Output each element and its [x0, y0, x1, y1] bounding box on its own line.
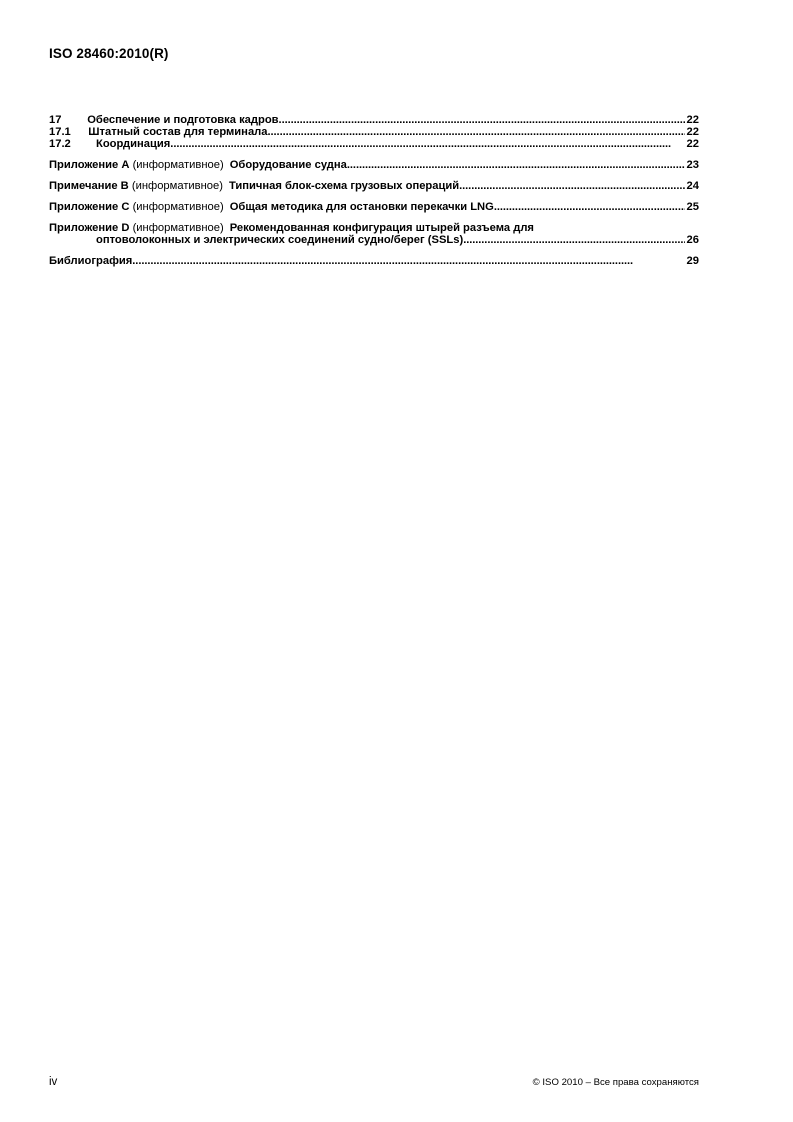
toc-entry-17-2[interactable] [49, 138, 699, 150]
toc-entry-annex-a[interactable] [49, 159, 699, 171]
toc-leader-dots [279, 114, 685, 126]
document-header: ISO 28460:2010(R) [49, 46, 169, 61]
annex-informative: (информативное) [131, 180, 223, 192]
toc-entry-page: 23 [686, 159, 699, 171]
annex-title: Общая методика для остановки перекачки LNG [229, 201, 494, 213]
annex-title-continued: оптоволоконных и электрических соединений судно/берег (SSLs) [96, 234, 464, 246]
toc-entry-17-1[interactable] [49, 126, 699, 138]
toc-entry-annex-b[interactable] [49, 180, 699, 192]
annex-informative: (информативное) [132, 222, 224, 234]
toc-entry-page: 26 [686, 234, 699, 246]
toc-entry-title: Штатный состав для терминала [88, 126, 268, 138]
annex-prefix: Приложение D [49, 222, 130, 234]
table-of-contents [49, 114, 699, 267]
toc-entry-title: Координация [96, 138, 171, 150]
toc-entry-number: 17.1 [49, 126, 71, 138]
toc-entry-page: 22 [686, 114, 699, 126]
toc-entry-page: 29 [686, 255, 699, 267]
toc-leader-dots [347, 159, 685, 171]
toc-entry-annex-d[interactable] [49, 222, 699, 246]
toc-entry-title: Обеспечение и подготовка кадров [87, 114, 279, 126]
toc-leader-dots [463, 234, 684, 246]
toc-entry-number: 17 [49, 114, 62, 126]
toc-entry-page: 25 [686, 201, 699, 213]
toc-entry-page: 24 [686, 180, 699, 192]
annex-title: Типичная блок-схема грузовых операций [228, 180, 460, 192]
annex-d-continuation [49, 234, 699, 246]
bibliography-title: Библиография [49, 255, 133, 267]
annex-informative: (информативное) [132, 159, 224, 171]
toc-entry-17[interactable] [49, 114, 699, 126]
toc-entry-page: 22 [686, 126, 699, 138]
annex-informative: (информативное) [132, 201, 224, 213]
annex-d-first-line [49, 222, 699, 234]
toc-entry-page: 22 [686, 138, 699, 150]
copyright-notice: © ISO 2010 – Все права сохраняются [532, 1077, 699, 1088]
toc-leader-dots [494, 201, 685, 213]
annex-prefix: Примечание B [49, 180, 129, 192]
toc-leader-dots [459, 180, 684, 192]
toc-leader-dots [132, 255, 684, 267]
annex-title: Рекомендованная конфигурация штырей разъема для [229, 222, 534, 234]
toc-leader-dots [268, 126, 685, 138]
toc-entry-number: 17.2 [49, 138, 71, 150]
annex-prefix: Приложение C [49, 201, 130, 213]
annex-title: Оборудование судна [229, 159, 347, 171]
toc-leader-dots [170, 138, 684, 150]
annex-prefix: Приложение A [49, 159, 130, 171]
page-number: iv [49, 1076, 58, 1088]
toc-entry-annex-c[interactable] [49, 201, 699, 213]
toc-entry-bibliography[interactable] [49, 255, 699, 267]
